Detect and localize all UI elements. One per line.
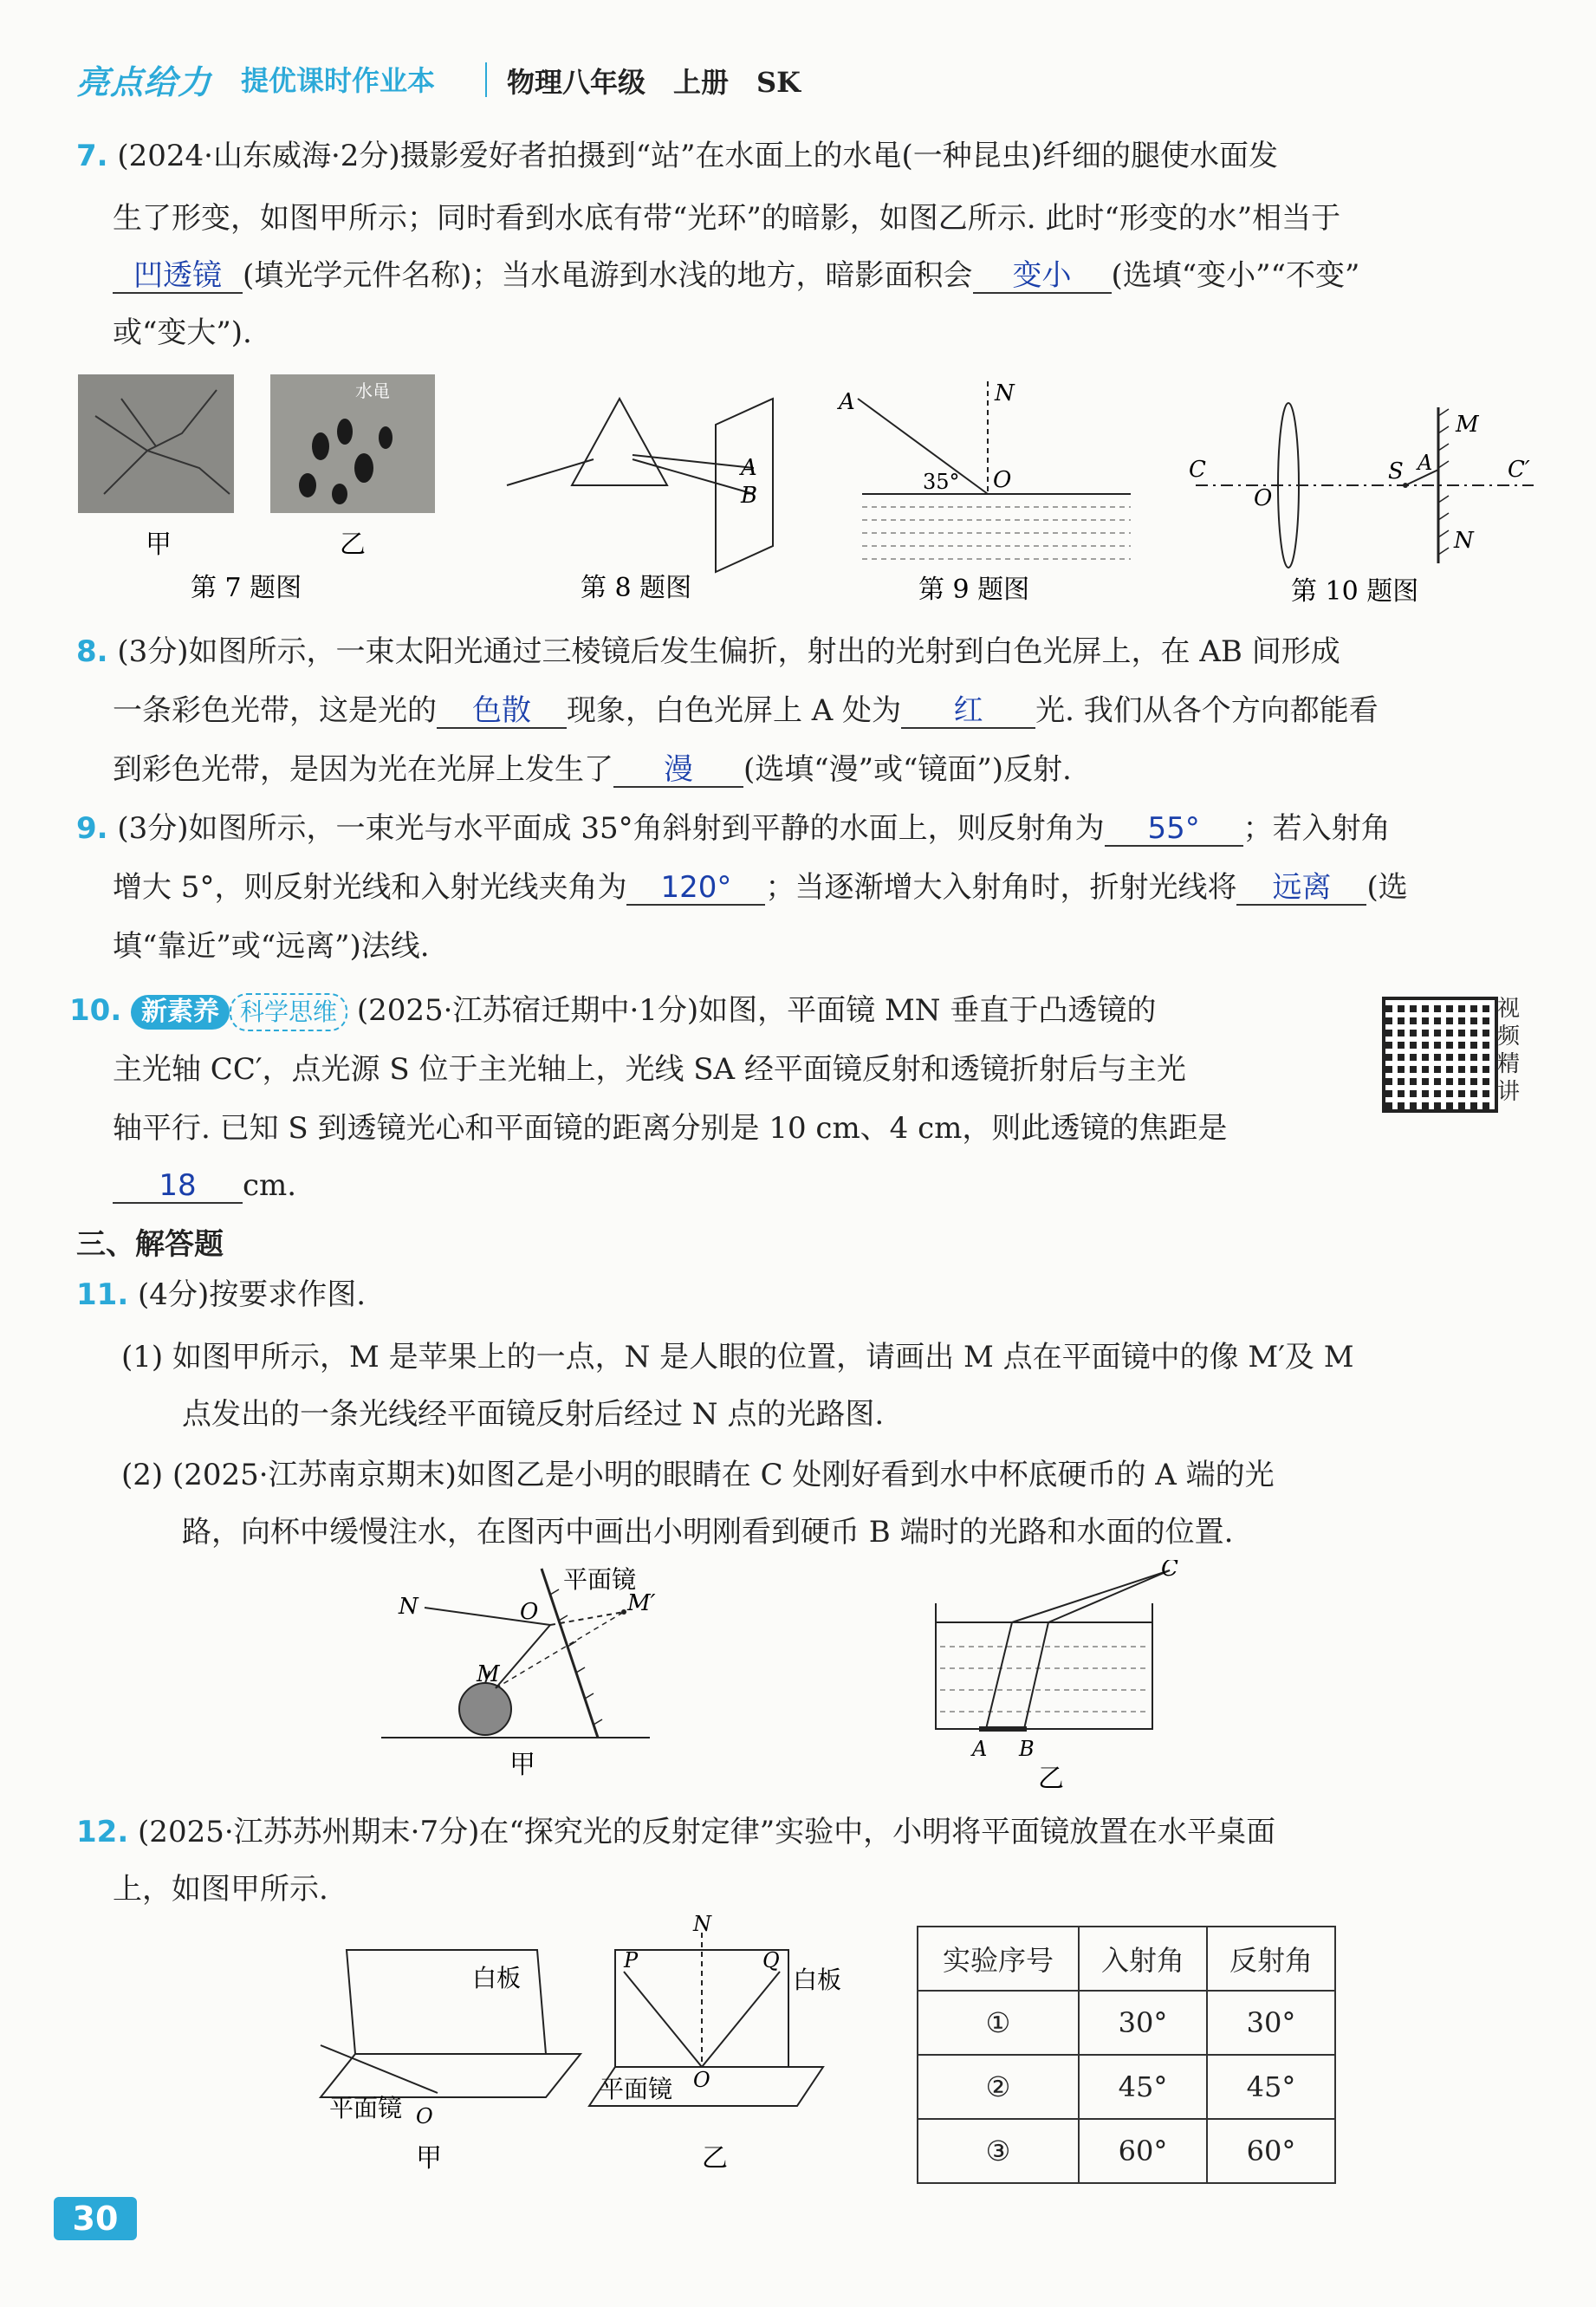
fig9-label-a: A	[839, 389, 855, 415]
caption-fig7: 第 7 题图	[191, 573, 302, 603]
fig12-board-jia: 白板	[472, 1964, 522, 1992]
q12-figures	[286, 1915, 892, 2175]
fig11-a-label: A	[972, 1737, 988, 1761]
table-row: ② 45° 45°	[918, 2055, 1335, 2119]
table-row: ③ 60° 60°	[918, 2119, 1335, 2183]
prism	[572, 399, 667, 485]
fig12-n-yi: N	[693, 1915, 711, 1936]
refracted-ray-b	[1024, 1622, 1048, 1729]
col-header-index: 实验序号	[918, 1927, 1079, 1991]
ray-to-eye	[1012, 1570, 1170, 1622]
fig10-label-m: M	[1456, 412, 1479, 438]
fig11-jia-label: 甲	[509, 1750, 535, 1780]
fig10-label-c: C	[1189, 457, 1206, 483]
series-title: 提优课时作业本	[241, 64, 436, 97]
q7-line3: 凹透镜 (填光学元件名称)；当水黾游到水浅的地方，暗影面积会 变小 (选填“变小”“不变”	[113, 258, 1359, 294]
fig11-m-label: M	[477, 1661, 500, 1687]
q9-line3: 填“靠近”或“远离”)法线.	[113, 929, 430, 964]
image-point	[621, 1609, 626, 1615]
fig10-label-o: O	[1254, 485, 1273, 511]
section-heading: 三、解答题	[76, 1227, 224, 1262]
caption-fig8: 第 8 题图	[581, 573, 692, 603]
incident-yi	[624, 1972, 702, 2067]
fig12-jia-label: 甲	[416, 2143, 442, 2174]
fig9-label-n: N	[995, 380, 1015, 406]
figures-row-7-10	[69, 364, 1542, 615]
fig12-o-jia: O	[416, 2104, 433, 2128]
fig10-label-n: N	[1454, 528, 1474, 554]
q7-line1: 7. (2024·山东威海·2分)摄影爱好者拍摄到“站”在水面上的水黾(一种昆虫)纤细的腿使水面发	[76, 139, 1278, 173]
page-number: 30	[54, 2197, 137, 2240]
fig8-label-a: A	[741, 455, 757, 481]
q10-answer1: 18	[113, 1169, 243, 1204]
q11-part2-line1: (2) (2025·江苏南京期末)如图乙是小明的眼睛在 C 处刚好看到水中杯底硬币的 A 端的光	[121, 1458, 1275, 1492]
fig12-mirror-jia: 平面镜	[329, 2094, 403, 2122]
q12-number: 12.	[76, 1815, 129, 1849]
q7-line2: 生了形变，如图甲所示；同时看到水底有带“光环”的暗影，如图乙所示. 此时“形变的水”相当于	[113, 201, 1341, 236]
q11-part1-line2: 点发出的一条光线经平面镜反射后经过 N 点的光路图.	[182, 1397, 885, 1432]
q8-line1: 8. (3分)如图所示，一束太阳光通过三棱镜后发生偏折，射出的光射到白色光屏上，在 AB 间形成	[76, 634, 1340, 669]
table-header-row	[918, 1927, 1335, 1991]
dispersed-ray-b	[633, 459, 754, 494]
photo-jia	[78, 374, 234, 513]
qr-code[interactable]	[1382, 997, 1498, 1113]
fig12-o-yi: O	[693, 2068, 710, 2092]
q11-figures	[373, 1560, 1239, 1794]
plane-mirror	[542, 1569, 598, 1738]
q9-answer3: 远离	[1236, 871, 1366, 906]
dispersed-ray-a	[633, 455, 754, 468]
brand-logo: 亮点给力	[76, 63, 212, 101]
apple	[459, 1683, 511, 1735]
q9-answer1: 55°	[1105, 812, 1243, 847]
q9-line2: 增大 5°，则反射光线和入射光线夹角为 120° ；当逐渐增大入射角时，折射光线将 远离 (选	[113, 870, 1408, 905]
fig11-o-label: O	[520, 1599, 539, 1625]
q10-line3: 轴平行. 已知 S 到透镜光心和平面镜的距离分别是 10 cm、4 cm，则此透镜的焦距是	[113, 1111, 1228, 1146]
fig11-mp-label: M′	[627, 1590, 656, 1616]
fig12-p-yi: P	[624, 1948, 639, 1972]
water-strider-label: 水黾	[355, 380, 390, 401]
fig10-label-s: S	[1388, 458, 1404, 484]
fig11-c-label: C	[1161, 1560, 1178, 1582]
reflected-yi	[702, 1972, 780, 2067]
fig11-yi-label: 乙	[1038, 1764, 1064, 1794]
q11-line1: 11. (4分)按要求作图.	[76, 1277, 367, 1312]
fig10-label-cp: C′	[1508, 457, 1530, 483]
water-hatch	[862, 507, 1131, 559]
q8-answer2: 红	[901, 694, 1035, 729]
q8-line2: 一条彩色光带，这是光的 色散 现象，白色光屏上 A 处为 红 光. 我们从各个方向都能看	[113, 693, 1379, 728]
q12-line1: 12. (2025·江苏苏州期末·7分)在“探究光的反射定律”实验中，小明将平面镜放置在水平桌面	[76, 1815, 1276, 1849]
badge-new-literacy: 新素养	[131, 995, 230, 1030]
q7-line4: 或“变大”).	[113, 315, 252, 350]
fig7-jia-label: 甲	[146, 530, 172, 560]
q11-part1-line1: (1) 如图甲所示，M 是苹果上的一点，N 是人眼的位置，请画出 M 点在平面镜中的像 M′及 M	[121, 1340, 1354, 1374]
fig11-n-label: N	[399, 1594, 418, 1620]
fig9-label-o: O	[993, 467, 1012, 493]
badge-science-thinking: 科学思维	[230, 993, 347, 1031]
q12-line2: 上，如图甲所示.	[113, 1872, 328, 1907]
q8-answer3: 漫	[613, 753, 743, 788]
fig7-yi-label: 乙	[340, 530, 366, 560]
incident-ray-m	[496, 1625, 550, 1688]
q7-answer1: 凹透镜	[113, 259, 243, 294]
experiment-table	[917, 1926, 1336, 2184]
fig12-q-yi: Q	[762, 1948, 780, 1972]
q9-line1: 9. (3分)如图所示，一束光与水平面成 35°角斜射到平静的水面上，则反射角为 55° ；若入射角	[76, 811, 1391, 846]
incident-ray	[507, 459, 594, 485]
q8-line3: 到彩色光带，是因为光在光屏上发生了 漫 (选填“漫”或“镜面”)反射.	[113, 752, 1072, 787]
subject-title: 物理八年级 上册 SK	[507, 66, 801, 99]
q11-number: 11.	[76, 1277, 129, 1312]
caption-fig10: 第 10 题图	[1291, 576, 1419, 607]
fig8-label-b: B	[741, 483, 758, 509]
fig11-b-label: B	[1019, 1737, 1035, 1761]
fig12-board-yi: 白板	[793, 1966, 842, 1994]
q10-line4: 18 cm.	[113, 1168, 296, 1204]
q10-line2: 主光轴 CC′，点光源 S 位于主光轴上，光线 SA 经平面镜反射和透镜折射后与主光	[113, 1052, 1186, 1087]
table-row: ① 30° 30°	[918, 1991, 1335, 2055]
q10-number: 10.	[69, 993, 122, 1028]
fig9-angle: 35°	[923, 470, 960, 494]
q7-number: 7.	[76, 139, 108, 173]
q9-number: 9.	[76, 811, 108, 846]
coin	[979, 1726, 1027, 1732]
refracted-ray-a	[986, 1622, 1012, 1729]
q10-line1: 10. 新素养 科学思维 (2025·江苏宿迁期中·1分)如图，平面镜 MN 垂直于凸透镜的	[69, 993, 1156, 1031]
photo-yi	[270, 374, 435, 513]
qr-side-label: 视频精讲	[1497, 996, 1521, 1105]
caption-fig9: 第 9 题图	[918, 575, 1030, 605]
mirror-hatch	[1438, 409, 1449, 555]
fig12-yi-label: 乙	[702, 2143, 728, 2174]
col-header-reflection: 反射角	[1207, 1927, 1335, 1991]
q11-part2-line2: 路，向杯中缓慢注水，在图丙中画出小明刚看到硬币 B 端时的光路和水面的位置.	[182, 1515, 1234, 1550]
q8-answer1: 色散	[437, 694, 567, 729]
q7-answer2: 变小	[973, 259, 1112, 294]
fig10-label-a: A	[1418, 451, 1433, 475]
water-hatch-yi	[940, 1647, 1148, 1712]
mirror-hatch-jia	[550, 1589, 602, 1725]
fig12-mirror-yi: 平面镜	[600, 2075, 673, 2103]
q9-answer2: 120°	[626, 871, 765, 906]
col-header-incidence: 入射角	[1079, 1927, 1207, 1991]
header-divider	[485, 62, 487, 97]
q8-number: 8.	[76, 634, 108, 669]
fig11-mirror-label: 平面镜	[563, 1565, 637, 1594]
point-source-s	[1403, 483, 1408, 488]
light-jia	[321, 2045, 438, 2093]
